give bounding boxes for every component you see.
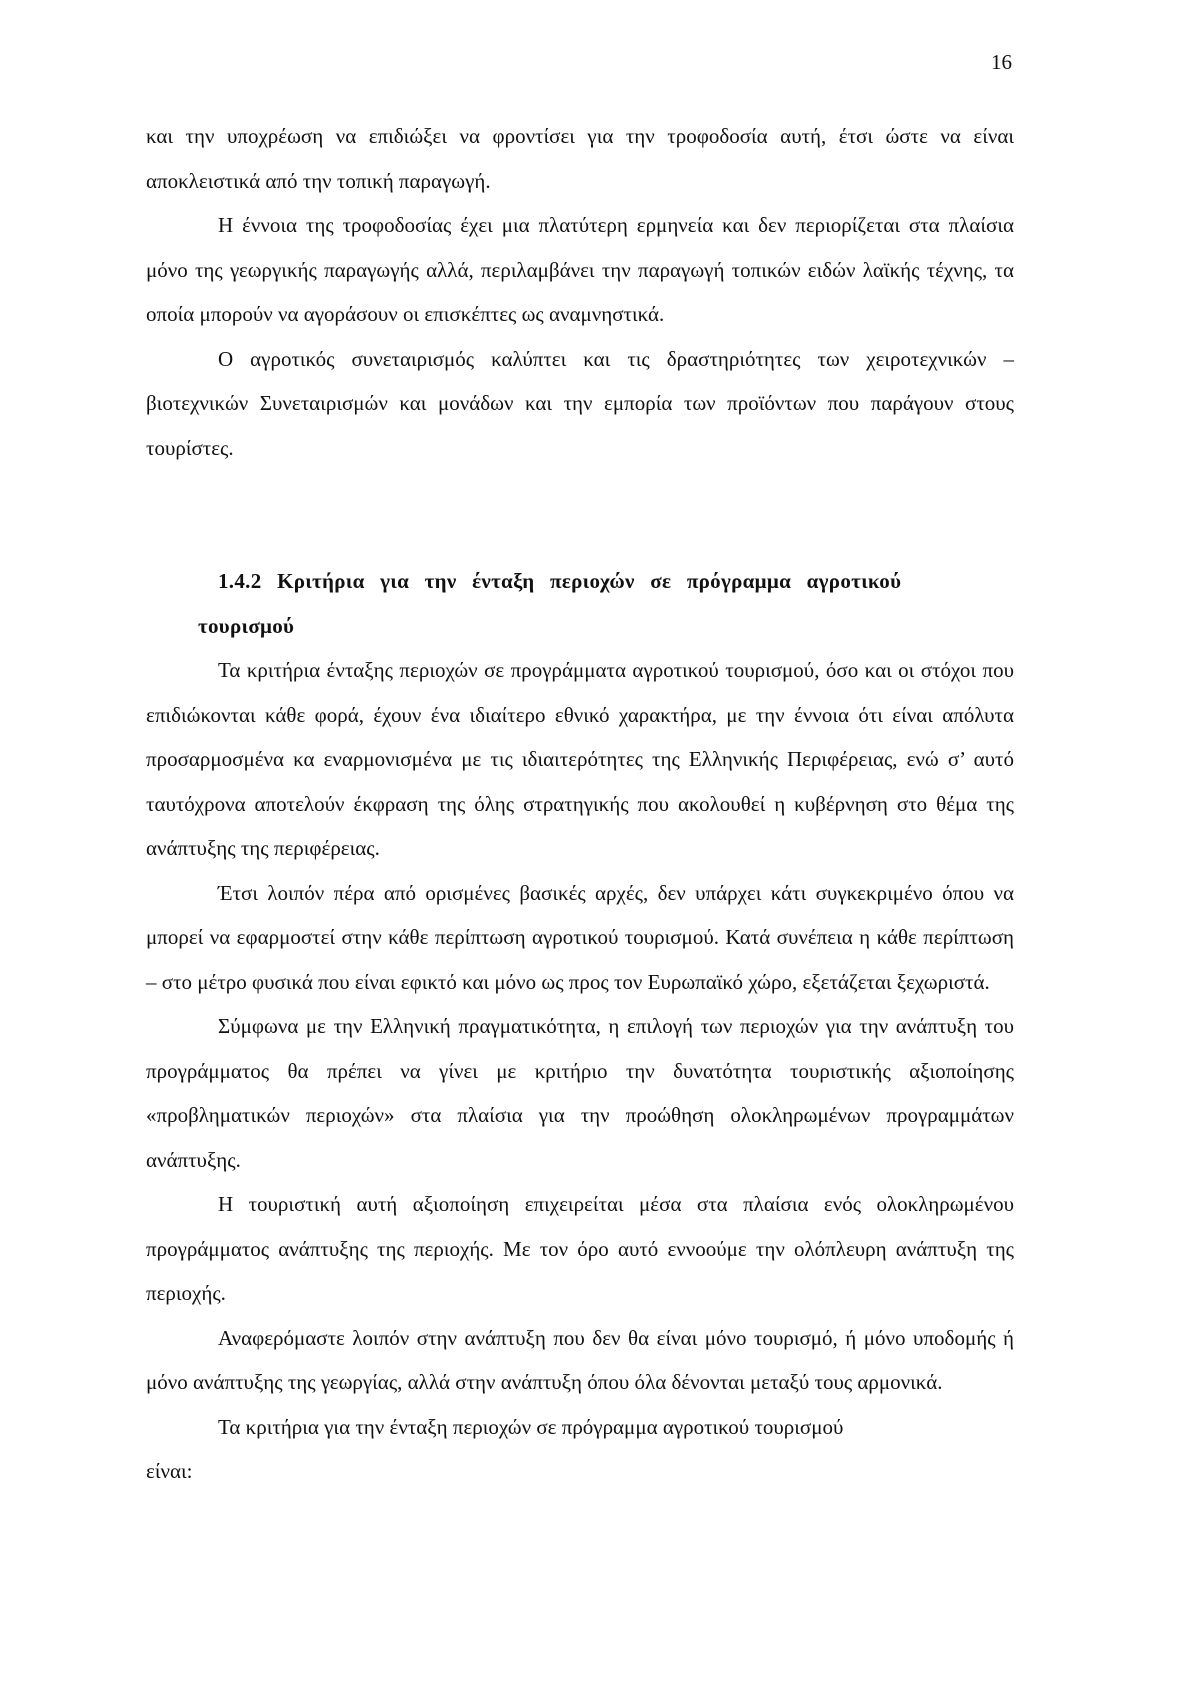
section-title-line1: Κριτήρια για την ένταξη περιοχών σε πρόγραμμα αγροτικού <box>277 569 902 593</box>
section-gap <box>146 470 1014 559</box>
paragraph-4: Τα κριτήρια ένταξης περιοχών σε προγράμματα αγροτικού τουρισμού, όσο και οι στόχοι που επιδιώκονται κάθε φορά, έχουν ένα ιδιαίτερο εθνικό χαρακτήρα, με την έννοια ότι είναι απόλυτα προσαρμοσμένα κα εναρμονισμένα με τις ιδιαιτερότητες της Ελληνικής Περιφέρειας, ενώ σ’ αυτό ταυτόχρονα αποτελούν έκφραση της όλης στρατηγικής που ακολουθεί η κυβέρνηση στο θέμα της ανάπτυξης της περιφέρειας. <box>146 658 1014 860</box>
paragraph-6: Σύμφωνα με την Ελληνική πραγματικότητα, η επιλογή των περιοχών για την ανάπτυξη του προγράμματος θα πρέπει να γίνει με κριτήριο την δυνατότητα τουριστικής αξιοποίησης «προβληματικών περιοχών» στα πλαίσια για την προώθηση ολοκληρωμένων προγραμμάτων ανάπτυξης. <box>146 1014 1014 1172</box>
page-content <box>146 114 1014 1494</box>
page-number: 16 <box>991 50 1012 74</box>
section-title-line2: τουρισμού <box>198 613 295 638</box>
section-heading <box>146 559 1014 604</box>
paragraph-5: Έτσι λοιπόν πέρα από ορισμένες βασικές αρχές, δεν υπάρχει κάτι συγκεκριμένο όπου να μπορεί να εφαρμοστεί στην κάθε περίπτωση αγροτικού τουρισμού. Κατά συνέπεια η κάθε περίπτωση – στο μέτρο φυσικά που είναι εφικτό και μόνο ως προς τον Ευρωπαϊκό χώρο, εξετάζεται ξεχωριστά. <box>146 880 1014 994</box>
paragraph-3: Ο αγροτικός συνεταιρισμός καλύπτει και τις δραστηριότητες των χειροτεχνικών – βιοτεχνικών Συνεταιρισμών και μονάδων και την εμπορία των προϊόντων που παράγουν στους τουρίστες. <box>146 346 1014 460</box>
paragraph-1: και την υποχρέωση να επιδιώξει να φροντίσει για την τροφοδοσία αυτή, έτσι ώστε να είναι αποκλειστικά από την τοπική παραγωγή. <box>146 124 1014 193</box>
paragraph-9-continuation: είναι: <box>146 1459 193 1483</box>
paragraph-7: Η τουριστική αυτή αξιοποίηση επιχειρείται μέσα στα πλαίσια ενός ολοκληρωμένου προγράμματος ανάπτυξης της περιοχής. Με τον όρο αυτό εννοούμε την ολόπλευρη ανάπτυξη της περιοχής. <box>146 1192 1014 1305</box>
section-number: 1.4.2 <box>218 569 262 593</box>
paragraph-2: Η έννοια της τροφοδοσίας έχει μια πλατύτερη ερμηνεία και δεν περιορίζεται στα πλαίσια μόνο της γεωργικής παραγωγής αλλά, περιλαμβάνει την παραγωγή τοπικών ειδών λαϊκής τέχνης, τα οποία μπορούν να αγοράσουν οι επισκέπτες ως αναμνηστικά. <box>146 213 1014 326</box>
paragraph-8: Αναφερόμαστε λοιπόν στην ανάπτυξη που δεν θα είναι μόνο τουρισμό, ή μόνο υποδομής ή μόνο ανάπτυξης της γεωργίας, αλλά στην ανάπτυξη όπου όλα δένονται μεταξύ τους αρμονικά. <box>146 1325 1014 1394</box>
paragraph-9: Τα κριτήρια για την ένταξη περιοχών σε πρόγραμμα αγροτικού τουρισμού <box>218 1414 844 1439</box>
